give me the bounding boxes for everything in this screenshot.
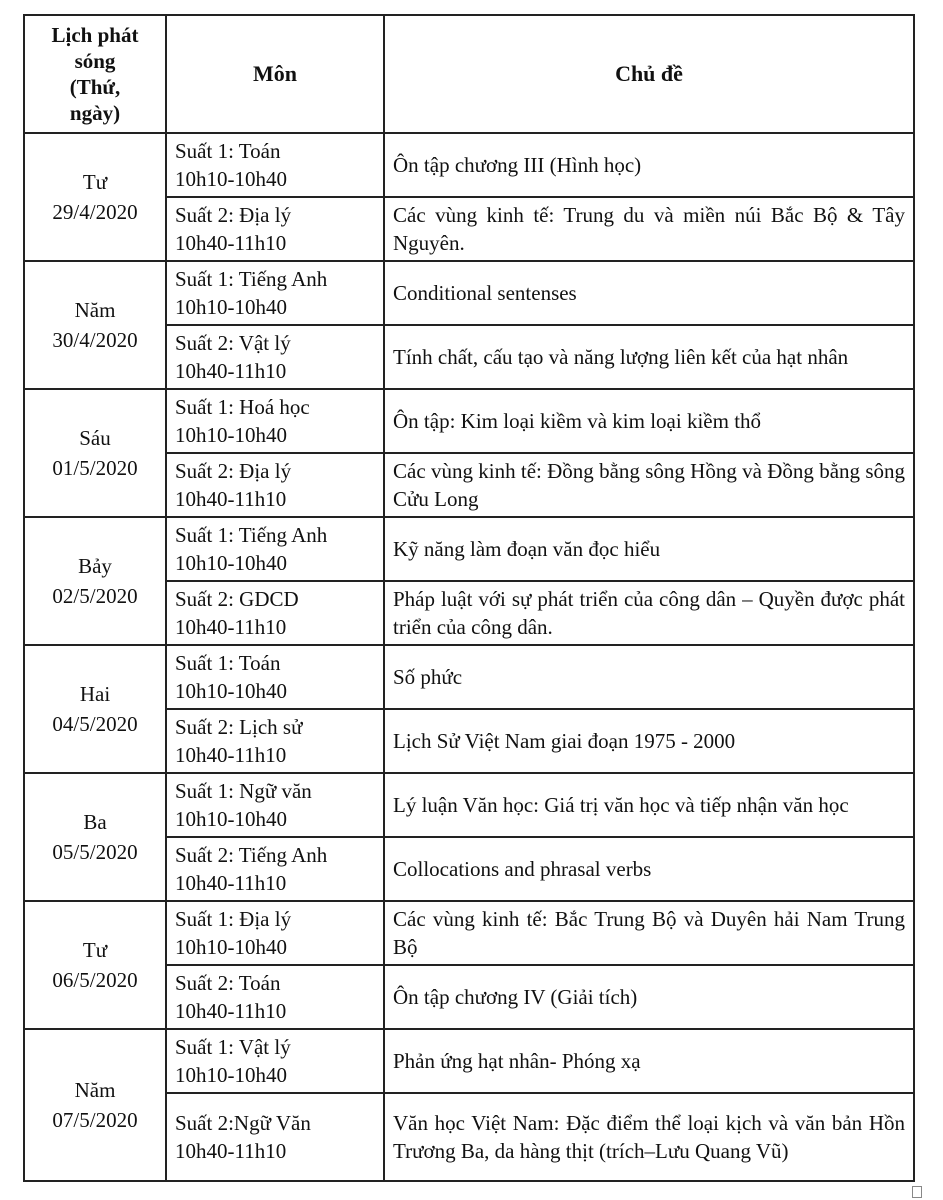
time-slot: 10h40-11h10 xyxy=(175,743,287,767)
subject-cell xyxy=(166,197,384,261)
time-slot: 10h40-11h10 xyxy=(175,1139,287,1163)
time-slot: 10h10-10h40 xyxy=(175,807,287,831)
date: 02/5/2020 xyxy=(52,584,138,608)
topic-cell: Ôn tập: Kim loại kiềm và kim loại kiềm thổ xyxy=(384,389,914,453)
subject-name: Suất 1: Toán xyxy=(175,139,281,163)
table-row xyxy=(24,645,914,709)
topic-cell: Các vùng kinh tế: Bắc Trung Bộ và Duyên hải Nam Trung Bộ xyxy=(384,901,914,965)
subject-cell xyxy=(166,773,384,837)
topic-cell: Ôn tập chương III (Hình học) xyxy=(384,133,914,197)
day-cell xyxy=(24,517,166,645)
subject-cell xyxy=(166,709,384,773)
subject-name: Suất 1: Tiếng Anh xyxy=(175,523,328,547)
subject-name: Suất 1: Ngữ văn xyxy=(175,779,312,803)
time-slot: 10h10-10h40 xyxy=(175,935,287,959)
subject-cell xyxy=(166,517,384,581)
date: 05/5/2020 xyxy=(52,840,138,864)
weekday: Sáu xyxy=(79,426,111,450)
subject-cell xyxy=(166,965,384,1029)
topic-cell: Các vùng kinh tế: Trung du và miền núi Bắc Bộ & Tây Nguyên. xyxy=(384,197,914,261)
day-cell xyxy=(24,645,166,773)
day-cell xyxy=(24,133,166,261)
time-slot: 10h10-10h40 xyxy=(175,551,287,575)
subject-cell xyxy=(166,581,384,645)
topic-cell: Số phức xyxy=(384,645,914,709)
day-cell xyxy=(24,773,166,901)
date: 07/5/2020 xyxy=(52,1108,138,1132)
subject-name: Suất 2:Ngữ Văn xyxy=(175,1111,311,1135)
subject-cell xyxy=(166,645,384,709)
date: 01/5/2020 xyxy=(52,456,138,480)
subject-cell xyxy=(166,389,384,453)
weekday: Tư xyxy=(82,938,108,962)
day-cell xyxy=(24,1029,166,1181)
anchor-marker-icon xyxy=(912,1186,922,1198)
table-row xyxy=(24,517,914,581)
time-slot: 10h40-11h10 xyxy=(175,231,287,255)
subject-cell xyxy=(166,453,384,517)
subject-name: Suất 2: Địa lý xyxy=(175,459,292,483)
time-slot: 10h10-10h40 xyxy=(175,167,287,191)
subject-name: Suất 1: Toán xyxy=(175,651,281,675)
subject-name: Suất 1: Địa lý xyxy=(175,907,292,931)
subject-name: Suất 2: Lịch sử xyxy=(175,715,303,739)
subject-cell xyxy=(166,1029,384,1093)
topic-cell: Kỹ năng làm đoạn văn đọc hiểu xyxy=(384,517,914,581)
table-row xyxy=(24,133,914,197)
header-row xyxy=(24,15,914,133)
schedule-table xyxy=(23,14,915,1182)
header-topic: Chủ đề xyxy=(384,15,914,133)
topic-cell: Ôn tập chương IV (Giải tích) xyxy=(384,965,914,1029)
time-slot: 10h40-11h10 xyxy=(175,359,287,383)
table-row xyxy=(24,389,914,453)
time-slot: 10h10-10h40 xyxy=(175,679,287,703)
weekday: Hai xyxy=(79,682,111,706)
weekday: Năm xyxy=(74,1078,116,1102)
table-row xyxy=(24,773,914,837)
header-line: Lịch phát xyxy=(51,23,139,47)
subject-name: Suất 1: Vật lý xyxy=(175,1035,291,1059)
topic-cell: Lịch Sử Việt Nam giai đoạn 1975 - 2000 xyxy=(384,709,914,773)
header-line: sóng xyxy=(74,49,116,73)
day-cell xyxy=(24,901,166,1029)
time-slot: 10h10-10h40 xyxy=(175,295,287,319)
subject-cell xyxy=(166,325,384,389)
time-slot: 10h40-11h10 xyxy=(175,487,287,511)
subject-name: Suất 1: Tiếng Anh xyxy=(175,267,328,291)
subject-cell xyxy=(166,1093,384,1181)
topic-cell: Lý luận Văn học: Giá trị văn học và tiếp nhận văn học xyxy=(384,773,914,837)
subject-name: Suất 1: Hoá học xyxy=(175,395,310,419)
weekday: Năm xyxy=(74,298,116,322)
subject-name: Suất 2: Toán xyxy=(175,971,281,995)
subject-name: Suất 2: GDCD xyxy=(175,587,299,611)
header-broadcast-date xyxy=(24,15,166,133)
topic-cell: Pháp luật với sự phát triển của công dân – Quyền được phát triển của công dân. xyxy=(384,581,914,645)
table-row xyxy=(24,901,914,965)
weekday: Tư xyxy=(82,170,108,194)
topic-cell: Các vùng kinh tế: Đồng bằng sông Hồng và Đồng bằng sông Cửu Long xyxy=(384,453,914,517)
date: 30/4/2020 xyxy=(52,328,138,352)
subject-cell xyxy=(166,901,384,965)
day-cell xyxy=(24,261,166,389)
date: 04/5/2020 xyxy=(52,712,138,736)
time-slot: 10h40-11h10 xyxy=(175,871,287,895)
table-row xyxy=(24,1029,914,1093)
weekday: Ba xyxy=(83,810,107,834)
topic-cell: Phản ứng hạt nhân- Phóng xạ xyxy=(384,1029,914,1093)
header-subject: Môn xyxy=(166,15,384,133)
table-row xyxy=(24,261,914,325)
time-slot: 10h40-11h10 xyxy=(175,999,287,1023)
header-line: ngày) xyxy=(69,101,121,125)
topic-cell: Văn học Việt Nam: Đặc điểm thể loại kịch và văn bản Hồn Trương Ba, da hàng thịt (trích–Lưu Quang Vũ) xyxy=(384,1093,914,1181)
subject-cell xyxy=(166,837,384,901)
time-slot: 10h40-11h10 xyxy=(175,615,287,639)
date: 06/5/2020 xyxy=(52,968,138,992)
time-slot: 10h10-10h40 xyxy=(175,423,287,447)
subject-name: Suất 2: Vật lý xyxy=(175,331,291,355)
subject-cell xyxy=(166,261,384,325)
day-cell xyxy=(24,389,166,517)
header-line: (Thứ, xyxy=(69,75,121,99)
weekday: Bảy xyxy=(78,554,112,578)
topic-cell: Collocations and phrasal verbs xyxy=(384,837,914,901)
topic-cell: Conditional sentenses xyxy=(384,261,914,325)
subject-cell xyxy=(166,133,384,197)
subject-name: Suất 2: Tiếng Anh xyxy=(175,843,328,867)
date: 29/4/2020 xyxy=(52,200,138,224)
subject-name: Suất 2: Địa lý xyxy=(175,203,292,227)
topic-cell: Tính chất, cấu tạo và năng lượng liên kết của hạt nhân xyxy=(384,325,914,389)
time-slot: 10h10-10h40 xyxy=(175,1063,287,1087)
